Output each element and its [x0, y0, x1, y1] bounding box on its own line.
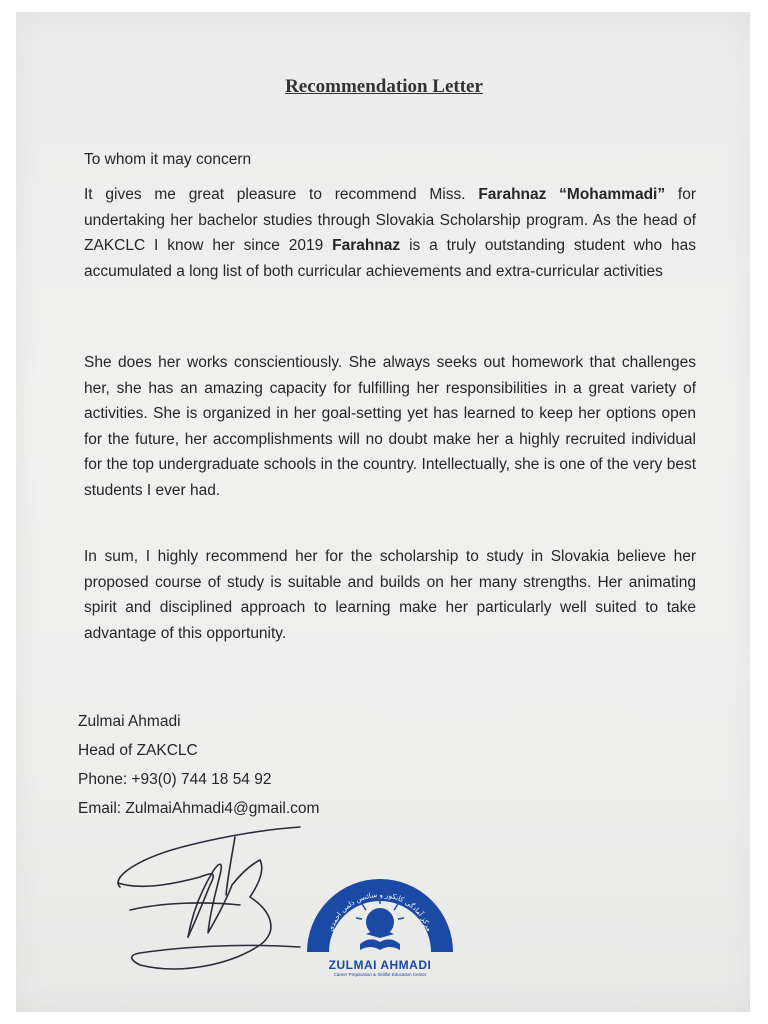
greeting-text: To whom it may concern	[84, 151, 252, 168]
signatory-phone: Phone: +93(0) 744 18 54 92	[78, 771, 272, 788]
para1-part-c: is a truly outstanding student who has accumulated a long list of both curricular achievements and extra-curricular activities	[84, 237, 696, 280]
signatory-block	[78, 707, 319, 823]
para1-part-b: for undertaking her bachelor studies through Slovakia Scholarship program. As the head of ZAKCLC I know her since 2019	[84, 186, 696, 254]
paragraph-3	[84, 544, 696, 646]
seal-subtitle: Career Preparation & Skillful Education Center	[333, 972, 427, 977]
student-first-name: Farahnaz	[332, 237, 401, 254]
para3-text: In sum, I highly recommend her for the scholarship to study in Slovakia believe her proposed course of study is suitable and builds on her many strengths. Her animating spirit and disciplined approach to learning make her particularly well suited to take advantage of this opportunity.	[84, 548, 696, 642]
seal-name: ZULMAI AHMADI	[328, 958, 432, 972]
paragraph-2	[84, 350, 696, 503]
signatory-name: Zulmai Ahmadi	[78, 713, 181, 730]
student-name: Farahnaz “Mohammadi”	[478, 186, 666, 203]
signatory-position: Head of ZAKCLC	[78, 742, 198, 759]
paragraph-1	[84, 182, 696, 284]
greeting	[84, 147, 696, 173]
para2-text: She does her works conscientiously. She always seeks out homework that challenges her, she has an amazing capacity for fulfilling her responsibilities in a great variety of activities. She is organized in her goal-setting yet has learned to keep her options open for the future, her accomplishments will no doubt make her a highly recruited individual for the top undergraduate schools in the country. Intellectually, she is one of the very best students I ever had.	[84, 354, 696, 499]
signatory-email: Email: ZulmaiAhmadi4@gmail.com	[78, 800, 320, 817]
letter-title: Recommendation Letter	[285, 76, 483, 97]
para1-part-a: It gives me great pleasure to recommend Miss.	[84, 186, 479, 203]
seal-arabic-text: مرکز آمادگی کانکور و سائنس ذلمی احمدی	[326, 890, 434, 933]
